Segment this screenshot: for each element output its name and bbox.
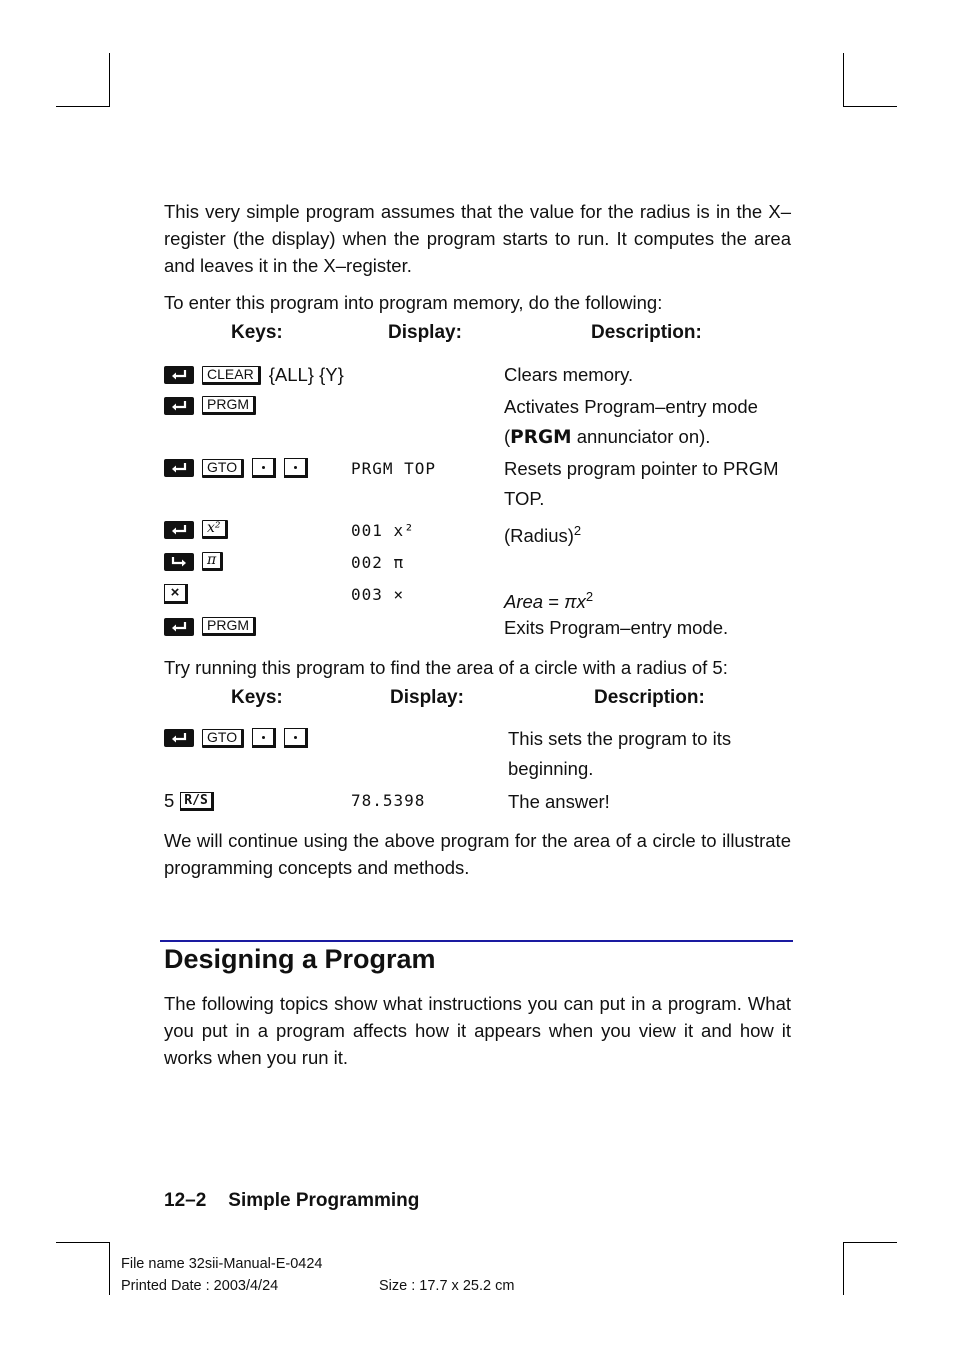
gto-key: GTO: [202, 729, 244, 748]
keys-header: Keys:: [231, 322, 283, 343]
crop-mark: [109, 53, 110, 106]
crop-mark: [56, 106, 110, 107]
gto-key: GTO: [202, 459, 244, 478]
table-row: [164, 392, 804, 452]
description-header: Description:: [594, 687, 705, 708]
file-name: File name 32sii-Manual-E-0424: [121, 1256, 323, 1272]
display-readout: PRGM TOP: [351, 459, 437, 478]
display-header: Display:: [388, 322, 462, 343]
table-row: [164, 613, 804, 643]
table-row: [164, 360, 804, 390]
crop-mark: [843, 53, 844, 106]
left-shift-key-icon: [164, 521, 194, 539]
annunciator-name: PRGM: [510, 427, 572, 448]
intro-paragraph: This very simple program assumes that the value for the radius is in the X–register (the display) when the program starts to run. It computes the area and leaves it in the X–register.: [164, 201, 791, 276]
description-rest: annunciator on).: [571, 426, 711, 447]
left-shift-key-icon: [164, 729, 194, 747]
description-text: (Radius): [504, 525, 574, 547]
decimal-point-key-icon: [252, 458, 276, 478]
display-readout: 002 π: [351, 553, 405, 572]
crop-mark: [843, 1242, 897, 1243]
page-size: Size : 17.7 x 25.2 cm: [379, 1278, 515, 1294]
crop-mark: [56, 1242, 110, 1243]
description-line: TOP.: [504, 488, 545, 509]
left-shift-key-icon: [164, 366, 194, 384]
closing-paragraph: We will continue using the above program for the area of a circle to illustrate programming concepts and methods.: [164, 830, 791, 878]
crop-mark: [843, 1242, 844, 1295]
row-description: Clears memory.: [504, 364, 634, 385]
display-readout: 001 x²: [351, 521, 415, 540]
superscript: 2: [573, 523, 582, 538]
equals: =: [543, 591, 565, 613]
table-row: [164, 580, 804, 613]
formula: πx: [564, 591, 586, 613]
decimal-point-key-icon: [284, 728, 308, 748]
row-description: [504, 392, 758, 453]
row-description: [504, 454, 779, 514]
description-line: beginning.: [508, 758, 594, 779]
row-description: [504, 582, 593, 617]
description-line: [504, 422, 758, 453]
table-row: [164, 787, 804, 817]
row-description: Exits Program–entry mode.: [504, 617, 729, 638]
section-rule: [160, 940, 793, 942]
row-description: The answer!: [508, 791, 610, 812]
table-row: [164, 454, 804, 514]
prgm-key: PRGM: [202, 617, 256, 636]
left-shift-key-icon: [164, 618, 194, 636]
superscript: 2: [585, 589, 594, 604]
crop-mark: [109, 1242, 110, 1295]
table-row: [164, 548, 804, 578]
table-row: [164, 724, 804, 784]
menu-selection: {ALL} {Y}: [268, 364, 344, 385]
page-number: 12–2: [164, 1190, 207, 1211]
pi-key: π: [202, 552, 223, 571]
description-line: Resets program pointer to PRGM: [504, 458, 779, 479]
decimal-point-key-icon: [252, 728, 276, 748]
right-shift-key-icon: [164, 553, 194, 571]
crop-mark: [843, 106, 897, 107]
run-stop-key: R/S: [180, 792, 213, 811]
section-paragraph: The following topics show what instructions you can put in a program. What you put in a program affects how it appears when you view it and how it works when you run it.: [164, 993, 791, 1068]
row-description: [504, 516, 581, 551]
table-row: [164, 516, 804, 546]
key-prefix: 5: [164, 790, 175, 811]
display-readout: 78.5398: [351, 791, 426, 810]
page-footer-title: [164, 1190, 419, 1212]
display-header: Display:: [390, 687, 464, 708]
display-readout: 003 ×: [351, 585, 405, 604]
description-line: This sets the program to its: [508, 728, 732, 749]
try-paragraph: Try running this program to find the area of a circle with a radius of 5:: [164, 657, 728, 678]
left-shift-key-icon: [164, 459, 194, 477]
row-description: [508, 724, 731, 784]
description-header: Description:: [591, 322, 702, 343]
instruction-paragraph: To enter this program into program memory, do the following:: [164, 292, 663, 313]
left-shift-key-icon: [164, 397, 194, 415]
multiply-key: ×: [164, 584, 188, 604]
chapter-name: Simple Programming: [228, 1190, 420, 1211]
description-italic: Area: [504, 591, 544, 613]
clear-key: CLEAR: [202, 366, 261, 385]
x-squared-key: x²: [202, 520, 228, 539]
section-title: Designing a Program: [164, 944, 436, 974]
paren: (: [504, 426, 511, 447]
prgm-key: PRGM: [202, 396, 256, 415]
description-line: Activates Program–entry mode: [504, 396, 758, 417]
keys-header: Keys:: [231, 687, 283, 708]
printed-date: Printed Date : 2003/4/24: [121, 1278, 279, 1294]
decimal-point-key-icon: [284, 458, 308, 478]
